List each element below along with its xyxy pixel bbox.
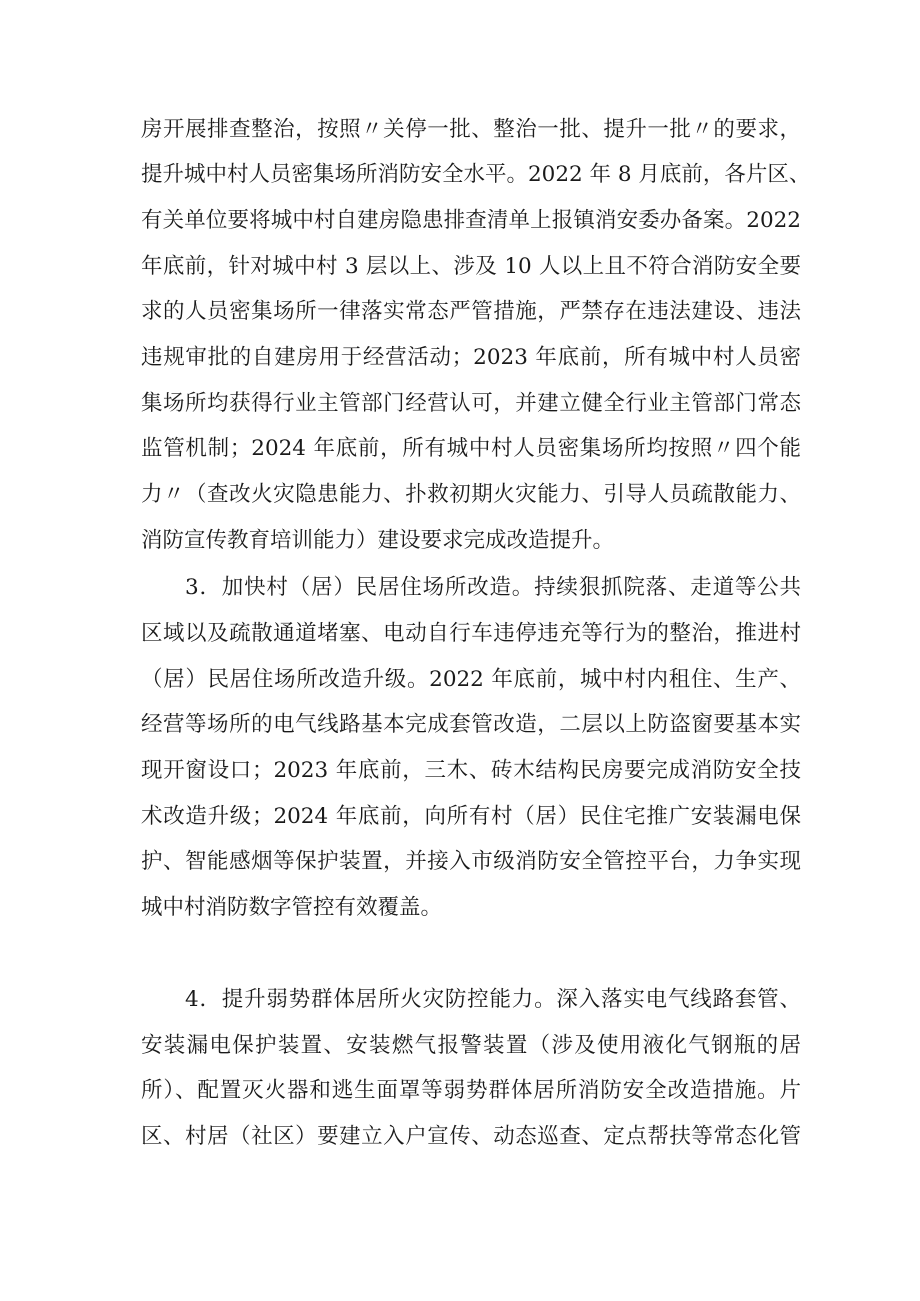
text-line: 有关单位要将城中村自建房隐患排查清单上报镇消安委办备案。2022	[141, 208, 801, 233]
text-line: 力〃（查改火灾隐患能力、扑救初期火灾能力、引导人员疏散能力、	[141, 482, 801, 507]
text-line: 监管机制；2024 年底前，所有城中村人员密集场所均按照〃四个能	[141, 436, 801, 461]
text-line: 房开展排查整治，按照〃关停一批、整治一批、提升一批〃的要求，	[141, 117, 801, 142]
text-line: 区、村居（社区）要建立入户宣传、动态巡查、定点帮扶等常态化管	[141, 1124, 801, 1149]
text-line: 现开窗设口；2023 年底前，三木、砖木结构民房要完成消防安全技	[141, 758, 801, 783]
paragraph-4-start: 4．提升弱势群体居所火灾防控能力。深入落实电气线路套管、	[185, 987, 801, 1012]
text-line: 年底前，针对城中村 3 层以上、涉及 10 人以上且不符合消防安全要	[141, 254, 801, 279]
paragraph-3-start: 3．加快村（居）民居住场所改造。持续狠抓院落、走道等公共	[185, 575, 801, 600]
text-line: 集场所均获得行业主管部门经营认可，并建立健全行业主管部门常态	[141, 391, 801, 416]
text-line: 城中村消防数字管控有效覆盖。	[141, 895, 443, 920]
text-line: 违规审批的自建房用于经营活动；2023 年底前，所有城中村人员密	[141, 345, 801, 370]
text-line: 安装漏电保护装置、安装燃气报警装置（涉及使用液化气钢瓶的居	[141, 1033, 801, 1058]
text-line: 所）、配置灭火器和逃生面罩等弱势群体居所消防安全改造措施。片	[141, 1078, 801, 1103]
text-line: 提升城中村人员密集场所消防安全水平。2022 年 8 月底前，各片区、	[141, 162, 811, 187]
text-line: 经营等场所的电气线路基本完成套管改造，二层以上防盗窗要基本实	[141, 712, 801, 737]
text-line: 区域以及疏散通道堵塞、电动自行车违停违充等行为的整治，推进村	[141, 621, 801, 646]
text-line: 消防宣传教育培训能力）建设要求完成改造提升。	[141, 528, 615, 553]
text-line: 护、智能感烟等保护装置，并接入市级消防安全管控平台，力争实现	[141, 849, 801, 874]
text-line: 术改造升级；2024 年底前，向所有村（居）民住宅推广安装漏电保	[141, 804, 801, 829]
text-line: 求的人员密集场所一律落实常态严管措施，严禁存在违法建设、违法	[141, 299, 801, 324]
text-line: （居）民居住场所改造升级。2022 年底前，城中村内租住、生产、	[141, 667, 801, 692]
